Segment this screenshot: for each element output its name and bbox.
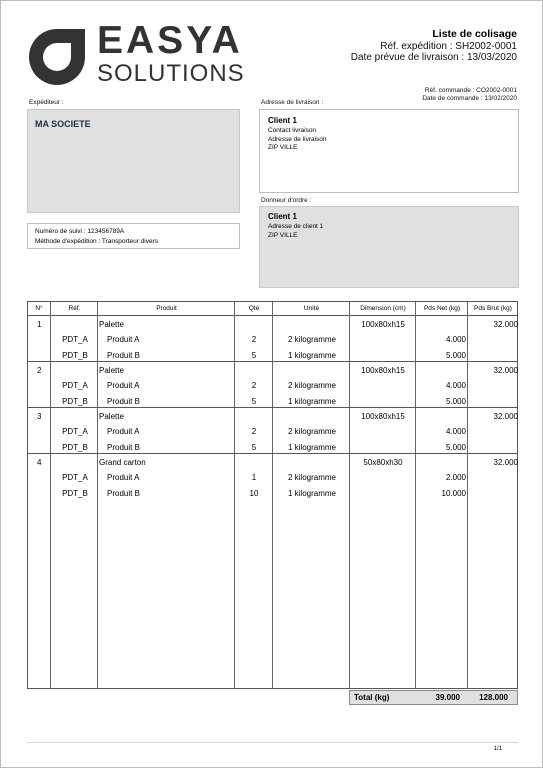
package-type: Palette	[99, 320, 124, 329]
item-reference: PDT_A	[62, 427, 88, 437]
header-gross-weight: Pds Brut (kg)	[474, 305, 512, 312]
package-number: 4	[37, 458, 42, 467]
item-unit: 1 kilogramme	[287, 396, 336, 406]
package-divider	[28, 361, 517, 362]
sender-label: Expéditeur :	[29, 99, 64, 106]
item-product: Produit A	[107, 473, 140, 483]
item-reference: PDT_B	[62, 396, 88, 406]
package-divider	[28, 407, 517, 408]
item-quantity: 5	[251, 350, 257, 360]
item-quantity: 5	[251, 442, 257, 452]
item-net-weight: 10.000	[441, 488, 466, 498]
item-unit: 1 kilogramme	[287, 488, 336, 498]
column-divider	[234, 302, 235, 688]
total-gross-weight: 128.000	[479, 693, 508, 702]
item-reference: PDT_B	[62, 350, 88, 360]
header-num: N°	[35, 305, 43, 312]
package-number: 1	[37, 320, 42, 329]
delivery-address-line: Contact livraison	[268, 127, 317, 134]
logo-wordmark-solutions: SOLUTIONS	[97, 60, 245, 87]
page-number: 1/1	[493, 746, 502, 752]
item-net-weight: 4.000	[445, 427, 466, 437]
package-gross-weight: 32.000	[493, 320, 518, 329]
item-product: Produit B	[107, 350, 140, 360]
footer-divider	[27, 742, 518, 743]
orderer-address-line: Adresse de client 1	[268, 223, 324, 230]
package-divider	[28, 453, 517, 454]
easya-logo-icon	[25, 25, 89, 89]
document-title: Liste de colisage	[432, 28, 517, 40]
delivery-address-line: ZIP VILLE	[268, 144, 298, 151]
delivery-client-name: Client 1	[268, 116, 297, 125]
header-product: Produit	[156, 305, 177, 312]
sender-name: MA SOCIETE	[35, 119, 91, 129]
package-dimension: 50x80xh30	[363, 458, 403, 467]
item-product: Produit B	[107, 396, 140, 406]
shipping-method: Méthode d'expédition : Transporteur divers	[35, 238, 159, 245]
item-net-weight: 5.000	[445, 442, 466, 452]
item-reference: PDT_A	[62, 381, 88, 391]
package-dimension: 100x80xh15	[361, 412, 405, 421]
item-reference: PDT_B	[62, 488, 88, 498]
item-quantity: 10	[249, 488, 259, 498]
order-reference: Réf. commande : CO2002-0001	[424, 87, 517, 94]
package-dimension: 100x80xh15	[361, 320, 405, 329]
package-dimension: 100x80xh15	[361, 366, 405, 375]
planned-delivery-date: Date prévue de livraison : 13/03/2020	[350, 52, 517, 63]
item-quantity: 2	[251, 335, 257, 345]
item-net-weight: 4.000	[445, 335, 466, 345]
package-gross-weight: 32.000	[493, 366, 518, 375]
sender-box	[27, 109, 240, 213]
package-gross-weight: 32.000	[493, 458, 518, 467]
item-reference: PDT_B	[62, 442, 88, 452]
item-net-weight: 5.000	[445, 396, 466, 406]
item-product: Produit B	[107, 488, 140, 498]
item-unit: 2 kilogramme	[287, 335, 336, 345]
package-number: 3	[37, 412, 42, 421]
item-unit: 2 kilogramme	[287, 381, 336, 391]
item-product: Produit A	[107, 335, 140, 345]
header-dimension: Dimension (cm)	[360, 305, 406, 312]
column-divider	[467, 302, 468, 688]
delivery-address-label: Adresse de livraison :	[261, 99, 324, 106]
item-unit: 2 kilogramme	[287, 473, 336, 483]
package-type: Grand carton	[99, 458, 146, 467]
column-divider	[50, 302, 51, 688]
item-quantity: 2	[251, 427, 257, 437]
item-quantity: 2	[251, 381, 257, 391]
item-unit: 2 kilogramme	[287, 427, 336, 437]
header-ref: Réf.	[68, 305, 81, 312]
item-product: Produit A	[107, 427, 140, 437]
package-type: Palette	[99, 412, 124, 421]
item-net-weight: 5.000	[445, 350, 466, 360]
order-date: Date de commande : 13/02/2020	[422, 95, 517, 102]
item-unit: 1 kilogramme	[287, 442, 336, 452]
item-net-weight: 2.000	[445, 473, 466, 483]
header-unit: Unité	[303, 305, 320, 312]
orderer-address-line: ZIP VILLE	[268, 231, 298, 239]
delivery-address-box	[259, 109, 519, 193]
tracking-box	[27, 223, 240, 249]
packing-table	[27, 301, 518, 689]
delivery-address-line: Adresse de livraison	[268, 135, 327, 143]
shipment-reference: Réf. expédition : SH2002-0001	[380, 41, 517, 52]
item-product: Produit B	[107, 442, 140, 452]
item-reference: PDT_A	[62, 335, 88, 345]
orderer-label: Donneur d'ordre :	[261, 197, 312, 204]
header-net-weight: Pds Net (kg)	[423, 305, 461, 312]
tracking-number: Numéro de suivi : 123456789A	[35, 228, 125, 235]
orderer-client-name: Client 1	[268, 212, 297, 221]
logo-wordmark-easya: EASYA	[97, 19, 243, 62]
header-qty: Qté	[248, 305, 260, 312]
total-label: Total (kg)	[354, 693, 390, 702]
totals-box	[349, 690, 518, 705]
item-unit: 1 kilogramme	[287, 350, 336, 360]
package-gross-weight: 32.000	[493, 412, 518, 421]
item-net-weight: 4.000	[445, 381, 466, 391]
orderer-box	[259, 206, 519, 288]
total-net-weight: 39.000	[435, 693, 460, 702]
item-quantity: 5	[251, 396, 257, 406]
item-quantity: 1	[251, 473, 257, 483]
item-reference: PDT_A	[62, 473, 88, 483]
item-product: Produit A	[107, 381, 140, 391]
package-type: Palette	[99, 366, 124, 375]
package-number: 2	[37, 366, 42, 375]
